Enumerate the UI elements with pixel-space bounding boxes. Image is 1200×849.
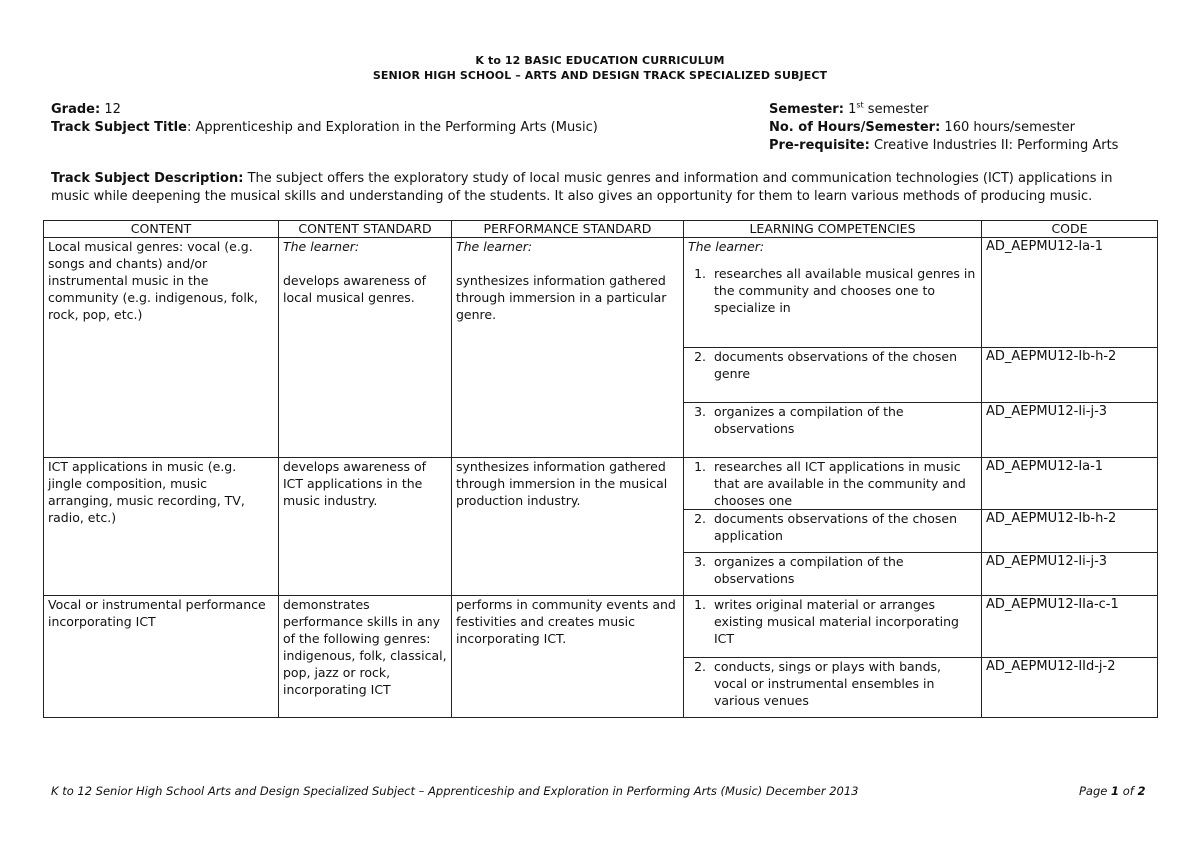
competency-number: 1.: [694, 597, 706, 612]
competency-text: documents observations of the chosen genre: [714, 349, 958, 381]
code-cell: AD_AEPMU12-Ib-h-2: [982, 510, 1158, 553]
competency-number: 3.: [694, 554, 706, 569]
code-cell: AD_AEPMU12-IIa-c-1: [982, 596, 1158, 658]
code-cell: AD_AEPMU12-Ia-1: [982, 458, 1158, 510]
competency-text: conducts, sings or plays with bands, vocal or instrumental ensembles in various venues: [714, 659, 942, 708]
hours-label: No. of Hours/Semester:: [769, 120, 941, 135]
prereq-label: Pre-requisite:: [769, 138, 870, 153]
competency-number: 2.: [694, 349, 706, 364]
semester-label: Semester:: [769, 102, 844, 117]
competency-number: 2.: [694, 659, 706, 674]
competency-item: [688, 265, 977, 316]
table-row: [44, 596, 1158, 658]
code-cell: AD_AEPMU12-Ib-h-2: [982, 348, 1158, 403]
table-row: [44, 238, 1158, 348]
competency-item: [688, 553, 977, 587]
competency-number: 1.: [694, 266, 706, 281]
competency-item: [688, 658, 977, 709]
hours-value: 160 hours/semester: [944, 120, 1075, 135]
page-total: 2: [1137, 784, 1146, 798]
code-cell: AD_AEPMU12-Ia-1: [982, 238, 1158, 348]
performance-standard-text: synthesizes information gathered through immersion in a particular genre.: [456, 273, 667, 322]
semester-sup: st: [856, 100, 864, 110]
competency-cell: [684, 553, 982, 596]
competency-item: [688, 348, 977, 382]
competency-item: [688, 403, 977, 437]
meta-left: [51, 101, 598, 137]
competency-cell: [684, 596, 982, 658]
col-header-content: CONTENT: [44, 221, 279, 238]
performance-standard-cell: synthesizes information gathered through immersion in the musical production industry.: [452, 458, 684, 596]
performance-standard-cell: [452, 238, 684, 458]
content-cell: ICT applications in music (e.g. jingle composition, music arranging, music recording, TV, radio, etc.): [44, 458, 279, 596]
competency-cell: [684, 658, 982, 718]
competency-cell: [684, 238, 982, 348]
content-cell: Local musical genres: vocal (e.g. songs and chants) and/or instrumental music in the community (e.g. indigenous, folk, rock, pop, etc.): [44, 238, 279, 458]
grade-line: [51, 101, 598, 119]
code-cell: AD_AEPMU12-IId-j-2: [982, 658, 1158, 718]
subject-title-line: [51, 119, 598, 137]
competency-text: researches all available musical genres in the community and chooses one to specialize in: [714, 266, 976, 315]
code-cell: AD_AEPMU12-Ii-j-3: [982, 403, 1158, 458]
competency-cell: [684, 348, 982, 403]
meta-right: [769, 101, 1118, 155]
footer-document-info: K to 12 Senior High School Arts and Design Specialized Subject – Apprenticeship and Exploration in Performing Arts (Music) December 2013: [51, 784, 859, 798]
grade-value: 12: [104, 102, 121, 117]
competency-text: organizes a compilation of the observations: [714, 554, 904, 586]
learner-label: The learner:: [688, 239, 765, 254]
page-of: of: [1122, 784, 1134, 798]
hours-line: [769, 119, 1118, 137]
learner-label: The learner:: [283, 239, 360, 254]
content-standard-cell: demonstrates performance skills in any of the following genres: indigenous, folk, classical, pop, jazz or rock, incorporating ICT: [279, 596, 452, 718]
competency-number: 3.: [694, 404, 706, 419]
learner-label: The learner:: [456, 239, 533, 254]
competency-number: 2.: [694, 511, 706, 526]
table-header-row: [44, 221, 1158, 238]
grade-label: Grade:: [51, 102, 101, 117]
competency-cell: [684, 510, 982, 553]
col-header-performance-standard: PERFORMANCE STANDARD: [452, 221, 684, 238]
subject-title-label: Track Subject Title: [51, 120, 187, 135]
competency-text: documents observations of the chosen application: [714, 511, 958, 543]
table-row: [44, 458, 1158, 510]
competency-cell: [684, 458, 982, 510]
competency-cell: [684, 403, 982, 458]
col-header-learning-competencies: LEARNING COMPETENCIES: [684, 221, 982, 238]
col-header-code: CODE: [982, 221, 1158, 238]
curriculum-title: K to 12 BASIC EDUCATION CURRICULUM: [475, 54, 725, 67]
curriculum-table: [43, 220, 1158, 718]
page-current: 1: [1111, 784, 1120, 798]
competency-text: writes original material or arranges existing musical material incorporating ICT: [714, 597, 959, 646]
semester-line: [769, 101, 1118, 119]
content-standard-cell: develops awareness of ICT applications in the music industry.: [279, 458, 452, 596]
content-cell: Vocal or instrumental performance incorporating ICT: [44, 596, 279, 718]
competency-item: [688, 510, 977, 544]
performance-standard-cell: performs in community events and festivities and creates music incorporating ICT.: [452, 596, 684, 718]
competency-text: researches all ICT applications in music that are available in the community and chooses one: [714, 459, 966, 508]
description-label: Track Subject Description:: [51, 171, 244, 186]
prereq-line: [769, 137, 1118, 155]
footer-page-number: [1079, 784, 1145, 798]
subject-description: [51, 170, 1151, 206]
competency-number: 1.: [694, 459, 706, 474]
description-text: The subject offers the exploratory study of local music genres and information and communication technologies (ICT) applications in music while deepening the musical skills and understanding of the students. It also gives an opportunity for them to learn various methods of producing music.: [51, 171, 1113, 204]
prereq-value: Creative Industries II: Performing Arts: [873, 138, 1119, 153]
page-word: Page: [1079, 784, 1108, 798]
code-cell: AD_AEPMU12-Ii-j-3: [982, 553, 1158, 596]
content-standard-cell: [279, 238, 452, 458]
semester-suffix: semester: [867, 102, 929, 117]
curriculum-subtitle: SENIOR HIGH SCHOOL – ARTS AND DESIGN TRACK SPECIALIZED SUBJECT: [372, 69, 828, 82]
content-standard-text: develops awareness of local musical genres.: [283, 273, 427, 305]
competency-item: [688, 458, 977, 509]
competency-item: [688, 596, 977, 647]
subject-title-value: : Apprenticeship and Exploration in the Performing Arts (Music): [186, 120, 598, 135]
semester-value: 1: [848, 102, 857, 117]
col-header-content-standard: CONTENT STANDARD: [279, 221, 452, 238]
competency-text: organizes a compilation of the observations: [714, 404, 904, 436]
